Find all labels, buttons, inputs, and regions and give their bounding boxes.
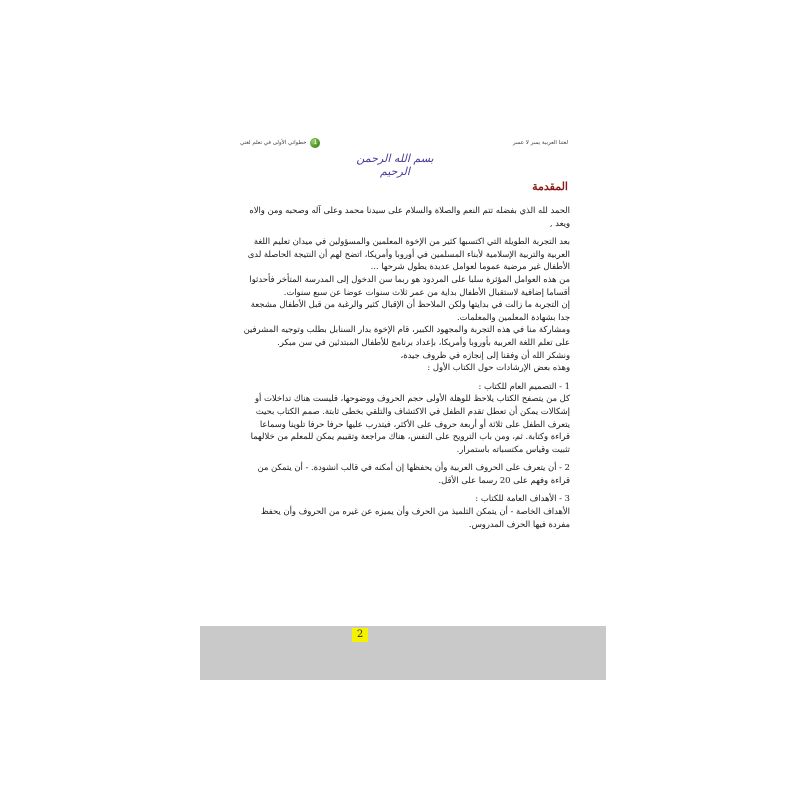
paragraph: 3 - الأهداف العامة للكتاب : [475,493,570,504]
paragraph: 1 - التصميم العام للكتاب : [478,380,570,391]
paragraph: بعد التجربة الطويلة التي اكتسبها كثير من الإخوة المعلمين والمسؤولين في ميدان تعليم اللغة العربية والتربية الإسلامية لأبناء المسلمين في أوروبا وأمريكا، اتضح لهم أن النتيجة الحاصلة لدى الأطفال غير مرضية عموما لعوامل عديدة يطول شرحها ... [247,236,570,272]
paragraph: من هذه العوامل المؤثرة سلبا على المردود هو ربما سن الدخول إلى المدرسة المتأخر فأحدثوا أقساما إضافية لاستقبال الأطفال بداية من عمر ثلاث سنوات عوضا عن سبع سنوات. [249,273,570,297]
basmala-calligraphy: بسم الله الرحمن الرحيم [356,152,434,178]
paragraph: وهذه بعض الإرشادات حول الكتاب الأول : [427,362,570,373]
section-heading: المقدمة [532,180,568,193]
paragraph: الأهداف الخاصة - أن يتمكن التلميذ من الحرف وأن يميزه عن غيره من الحروف وأن يحفظ مفردة فيها الحرف المدروس. [260,506,570,529]
lesson-badge-icon: 1 [310,138,320,148]
header-book-title: خطواتي الأولى في تعلم لغتي [240,140,307,146]
paragraph: الحمد لله الذي بفضله تتم النعم والصلاة والسلام على سيدنا محمد وعلى آله وصحبه ومن والاه ويعد , [249,205,570,228]
body-text [240,204,570,536]
paragraph: ومشاركة منا في هذه التجربة والمجهود الكبير، قام الإخوة بدار السنابل بطلب وتوجيه المشرفين على تعلم اللغة العربية بأوروبا وأمريكا، بإعداد برنامج للأطفال المبتدئين في سن مبكر. [243,324,570,347]
paragraph: كل من يتصفح الكتاب يلاحظ للوهلة الأولى حجم الحروف ووضوحها، فليست هناك تداخلات أو إشكالات يمكن أن تعطل تقدم الطفل في الاكتشاف والتلقي بخطى ثابتة. صمم الكتاب بحيث يتعرف الطفل على ثلاثة أو أربعة حروف على الأكثر، فيتدرب عليها حرفا حرفا تلوينا وسماعا قراءة وكتابة. ثم، ومن باب الترويح على النفس، هناك مراجعة وتقييم يمكن للمعلم من خلالهما تثبيت وقياس مكتسباته باستمرار. [250,393,570,454]
header-series-title: لغتنا العربية يسر لا عسر [512,140,568,146]
page-number: 2 [352,628,368,642]
paragraph: 2 - أن يتعرف على الحروف العربية وأن يحفظها إن أمكنه في قالب انشودة. - أن يتمكن من قراءة وفهم على 20 رسما على الأقل. [257,462,570,485]
paragraph: إن التجربة ما زالت في بدايتها ولكن الملاحظ أن الإقبال كثير والرغبة من قبل الأطفال مشجعة جدا بشهادة المعلمين والمعلمات. [250,299,570,322]
header-book-title-group [240,138,320,148]
page-footer-band [200,626,606,680]
paragraph: ونشكر الله أن وفقنا إلى إنجازه في ظروف جيدة، [400,349,570,360]
document-page [200,130,606,680]
page-header [240,138,568,152]
